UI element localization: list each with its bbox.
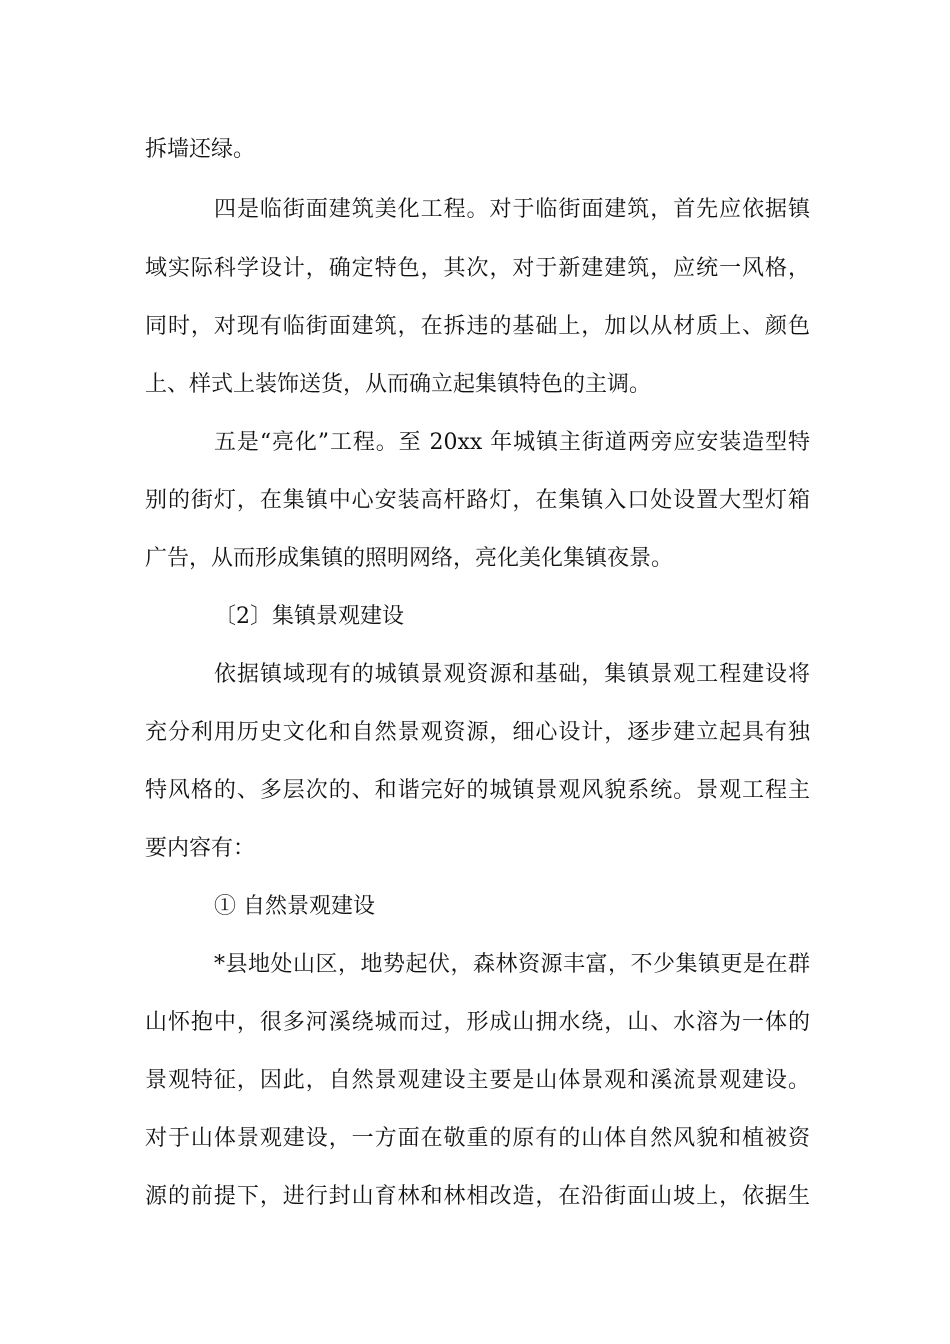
paragraph-start-line: 依据镇域现有的城镇景观资源和基础，集镇景观工程建设将: [214, 662, 810, 687]
section-heading: 〔2〕集镇景观建设: [214, 604, 404, 629]
text-line: 景观特征，因此，自然景观建设主要是山体景观和溪流景观建设。: [145, 1068, 810, 1093]
text-line: 同时，对现有临街面建筑，在拆违的基础上，加以从材质上、颜色: [145, 314, 810, 339]
text-line: 拆墙还绿。: [145, 137, 256, 162]
text-line: 要内容有：: [145, 836, 256, 861]
text-line: 特风格的、多层次的、和谐完好的城镇景观风貌系统。景观工程主: [145, 778, 810, 803]
text-line: 源的前提下，进行封山育林和林相改造，在沿街面山坡上，依据生: [145, 1184, 810, 1209]
text-line: 对于山体景观建设，一方面在敬重的原有的山体自然风貌和植被资: [145, 1126, 810, 1151]
text-line: 充分利用历史文化和自然景观资源，细心设计，逐步建立起具有独: [145, 720, 810, 745]
text-line: 域实际科学设计，确定特色，其次，对于新建建筑，应统一风格，: [145, 256, 810, 281]
text-line: 广告，从而形成集镇的照明网络，亮化美化集镇夜景。: [145, 546, 674, 571]
text-line: 山怀抱中，很多河溪绕城而过，形成山拥水绕，山、水溶为一体的: [145, 1010, 810, 1035]
paragraph-start-line: *县地处山区，地势起伏，森林资源丰富，不少集镇更是在群: [214, 952, 810, 977]
text-line: 上、样式上装饰送货，从而确立起集镇特色的主调。: [145, 372, 652, 397]
paragraph-start-line: 五是“亮化”工程。至 20xx 年城镇主街道两旁应安装造型特: [214, 430, 810, 455]
text-line: 别的街灯，在集镇中心安装高杆路灯，在集镇入口处设置大型灯箱: [145, 488, 810, 513]
paragraph-start-line: 四是临街面建筑美化工程。对于临街面建筑，首先应依据镇: [214, 197, 810, 222]
subsection-heading: ① 自然景观建设: [214, 894, 375, 919]
